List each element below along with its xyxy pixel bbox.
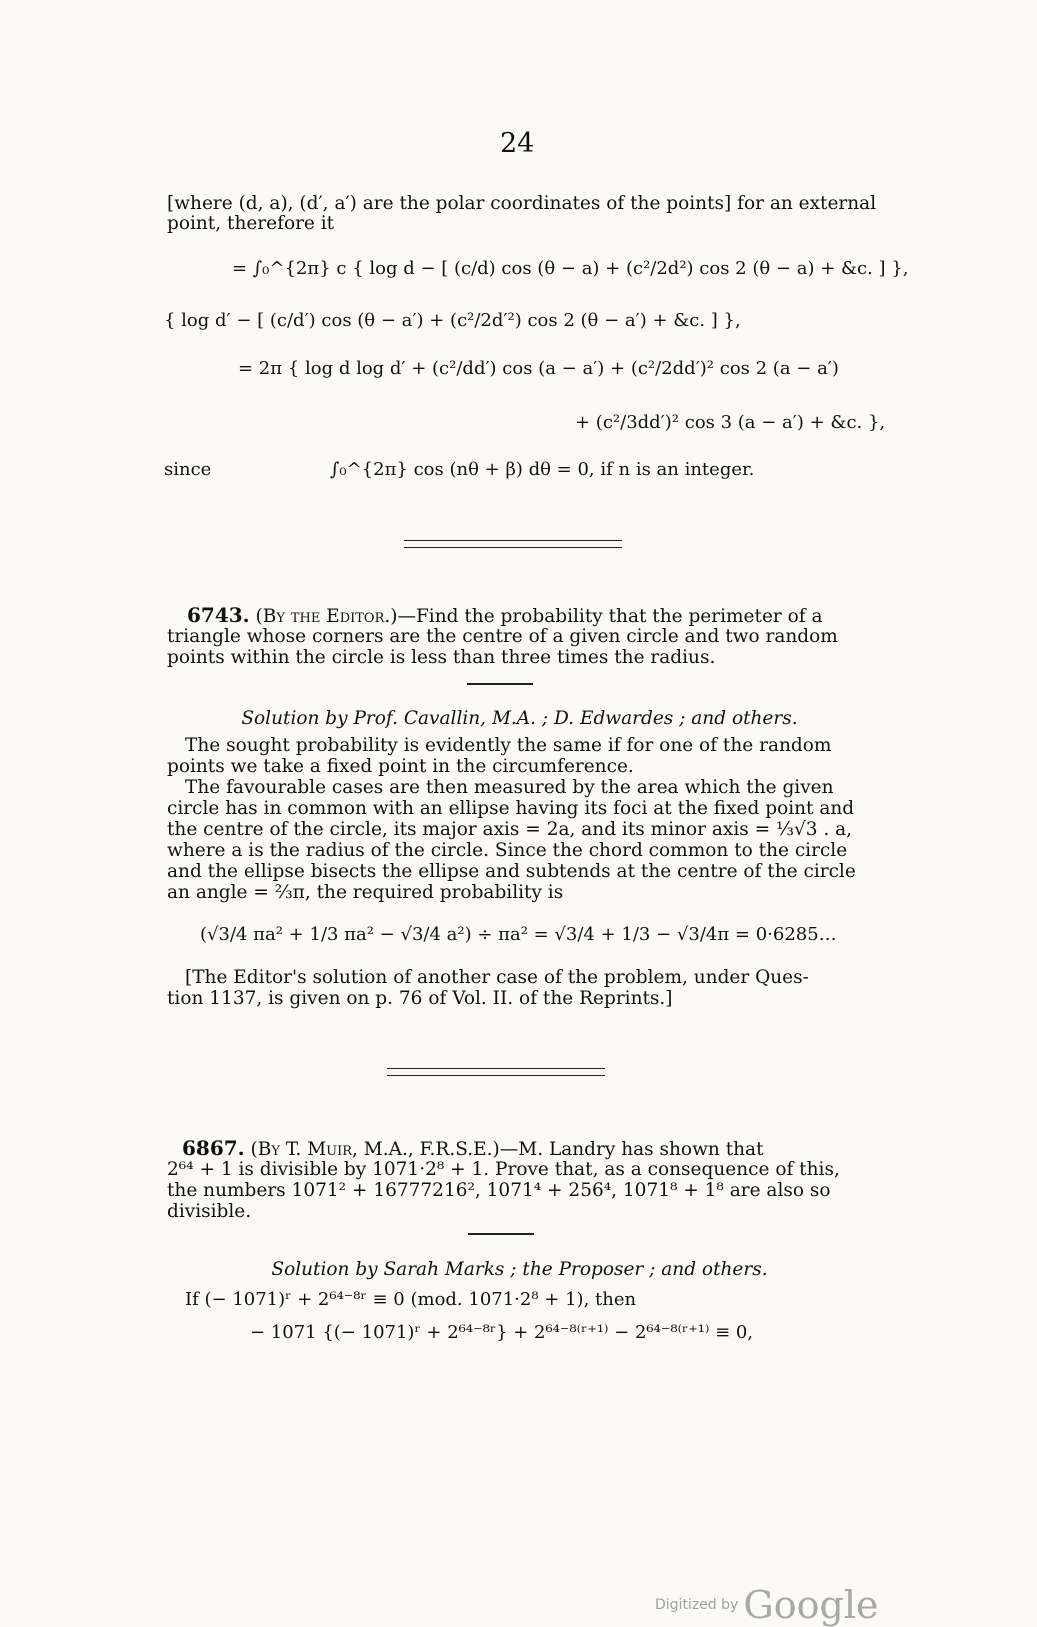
solution-6743-line-3: The favourable cases are then measured by the area which the given xyxy=(185,777,834,798)
question-6867-line-1 xyxy=(167,1138,872,1160)
solution-6743-line-6: where a is the radius of the circle. Since the chord common to the circle xyxy=(167,840,848,861)
since-expression: ∫₀^{2π} cos (nθ + β) dθ = 0, if n is an integer. xyxy=(330,459,755,480)
question-6867-line-4: divisible. xyxy=(167,1201,252,1222)
solution-6867-heading: Solution by Sarah Marks ; the Proposer ; and others. xyxy=(271,1259,768,1280)
question-6743-line-3: points within the circle is less than three times the radius. xyxy=(167,647,716,668)
editor-note-line-1: [The Editor's solution of another case of the problem, under Ques- xyxy=(185,967,809,988)
solution-6743-line-1: The sought probability is evidently the same if for one of the random xyxy=(185,735,832,756)
digitized-text: Digitized by xyxy=(655,1597,739,1613)
question-6867-line-2: 2⁶⁴ + 1 is divisible by 1071·2⁸ + 1. Prove that, as a consequence of this, xyxy=(167,1159,840,1180)
solution-6743-line-2: points we take a fixed point in the circumference. xyxy=(167,756,634,777)
short-rule-1 xyxy=(467,683,533,685)
equation-4: + (c²/3dd′)² cos 3 (a − a′) + &c. }, xyxy=(575,412,886,433)
equation-1: = ∫₀^{2π} c { log d − [ (c/d) cos (θ − a) + (c²/2d²) cos 2 (θ − a) + &c. ] }, xyxy=(232,258,909,279)
question-text: —M. Landry has shown that xyxy=(499,1139,764,1160)
equation-2: { log d′ − [ (c/d′) cos (θ − a′) + (c²/2d′²) cos 2 (θ − a′) + &c. ] }, xyxy=(164,310,741,331)
question-6743-line-2: triangle whose corners are the centre of a given circle and two random xyxy=(167,626,838,647)
question-number: 6743. xyxy=(187,603,250,627)
editor-note-line-2: tion 1137, is given on p. 76 of Vol. II. of the Reprints.] xyxy=(167,988,673,1009)
section-divider-2 xyxy=(387,1068,605,1076)
solution-6743-heading: Solution by Prof. Cavallin, M.A. ; D. Edwardes ; and others. xyxy=(241,708,798,729)
short-rule-2 xyxy=(468,1233,534,1235)
intro-line-1: [where (d, a), (d′, a′) are the polar coordinates of the points] for an external xyxy=(167,193,877,214)
solution-6867-equation-2: − 1071 {(− 1071)ʳ + 2⁶⁴⁻⁸ʳ} + 2⁶⁴⁻⁸⁽ʳ⁺¹⁾ − 2⁶⁴⁻⁸⁽ʳ⁺¹⁾ ≡ 0, xyxy=(250,1322,754,1343)
solution-6743-line-8: an angle = ⅔π, the required probability is xyxy=(167,882,564,903)
solution-6743-line-5: the centre of the circle, its major axis = 2a, and its minor axis = ⅓√3 . a, xyxy=(167,819,853,840)
solution-6743-line-7: and the ellipse bisects the ellipse and subtends at the centre of the circle xyxy=(167,861,856,882)
question-author: (By the Editor.) xyxy=(255,606,398,627)
probability-result: (√3/4 πa² + 1/3 πa² − √3/4 a²) ÷ πa² = √3/4 + 1/3 − √3/4π = 0·6285… xyxy=(200,924,837,945)
intro-line-2: point, therefore it xyxy=(167,213,335,234)
solution-6743-line-4: circle has in common with an ellipse having its foci at the fixed point and xyxy=(167,798,855,819)
question-author: (By T. Muir, M.A., F.R.S.E.) xyxy=(250,1139,500,1160)
page-number: 24 xyxy=(500,128,535,159)
question-text: —Find the probability that the perimeter of a xyxy=(397,606,823,627)
equation-3: = 2π { log d log d′ + (c²/dd′) cos (a − a′) + (c²/2dd′)² cos 2 (a − a′) xyxy=(238,358,839,379)
digitized-footer xyxy=(655,1583,878,1627)
question-number: 6867. xyxy=(182,1136,245,1160)
since-word: since xyxy=(164,459,212,480)
section-divider-1 xyxy=(404,540,622,548)
google-logo: Google xyxy=(743,1583,879,1627)
solution-6867-equation-1: If (− 1071)ʳ + 2⁶⁴⁻⁸ʳ ≡ 0 (mod. 1071·2⁸ + 1), then xyxy=(185,1289,637,1310)
question-6867-line-3: the numbers 1071² + 16777216², 1071⁴ + 256⁴, 1071⁸ + 1⁸ are also so xyxy=(167,1180,831,1201)
question-6743-line-1 xyxy=(167,605,872,627)
